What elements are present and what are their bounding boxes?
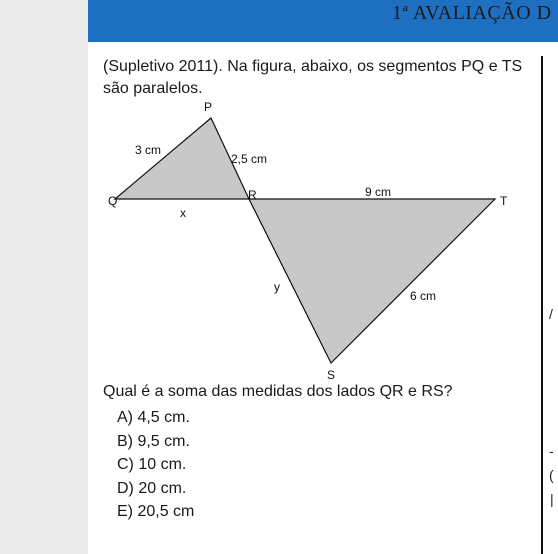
option-c: C) 10 cm. [117, 456, 187, 473]
side-pq-label: 3 cm [135, 143, 162, 157]
question-statement: (Supletivo 2011). Na figura, abaixo, os segmentos PQ e TS são paralelos. [103, 58, 523, 97]
question-ask: Qual é a soma das medidas dos lados QR e RS? [103, 383, 453, 400]
point-s-label: S [327, 368, 336, 382]
option-d: D) 20 cm. [117, 479, 187, 497]
side-ts-label: 6 cm [410, 289, 437, 303]
point-q-label: Q [108, 194, 118, 208]
point-p-label: P [204, 100, 213, 114]
answer-options [117, 406, 194, 524]
margin-mark-2: - [549, 443, 554, 459]
side-rt-label: 9 cm [365, 185, 392, 199]
option-b: B) 9,5 cm. [117, 432, 190, 450]
margin-mark-3: ( [549, 467, 554, 483]
margin-mark-1: / [549, 306, 553, 322]
triangle-rts [249, 199, 495, 363]
side-rs-label: y [274, 280, 280, 294]
option-a: A) 4,5 cm. [117, 409, 190, 426]
triangle-pqr [115, 118, 249, 199]
margin-mark-4: | [550, 491, 554, 507]
right-border-line [541, 56, 543, 554]
point-t-label: T [500, 194, 508, 208]
side-qr-label: x [180, 206, 186, 220]
point-r-label: R [248, 188, 257, 202]
header-title: 1ª AVALIAÇÃO D [392, 2, 552, 24]
option-e: E) 20,5 cm [117, 503, 195, 520]
geometry-figure [100, 95, 520, 385]
side-pr-label: 2,5 cm [231, 152, 268, 166]
